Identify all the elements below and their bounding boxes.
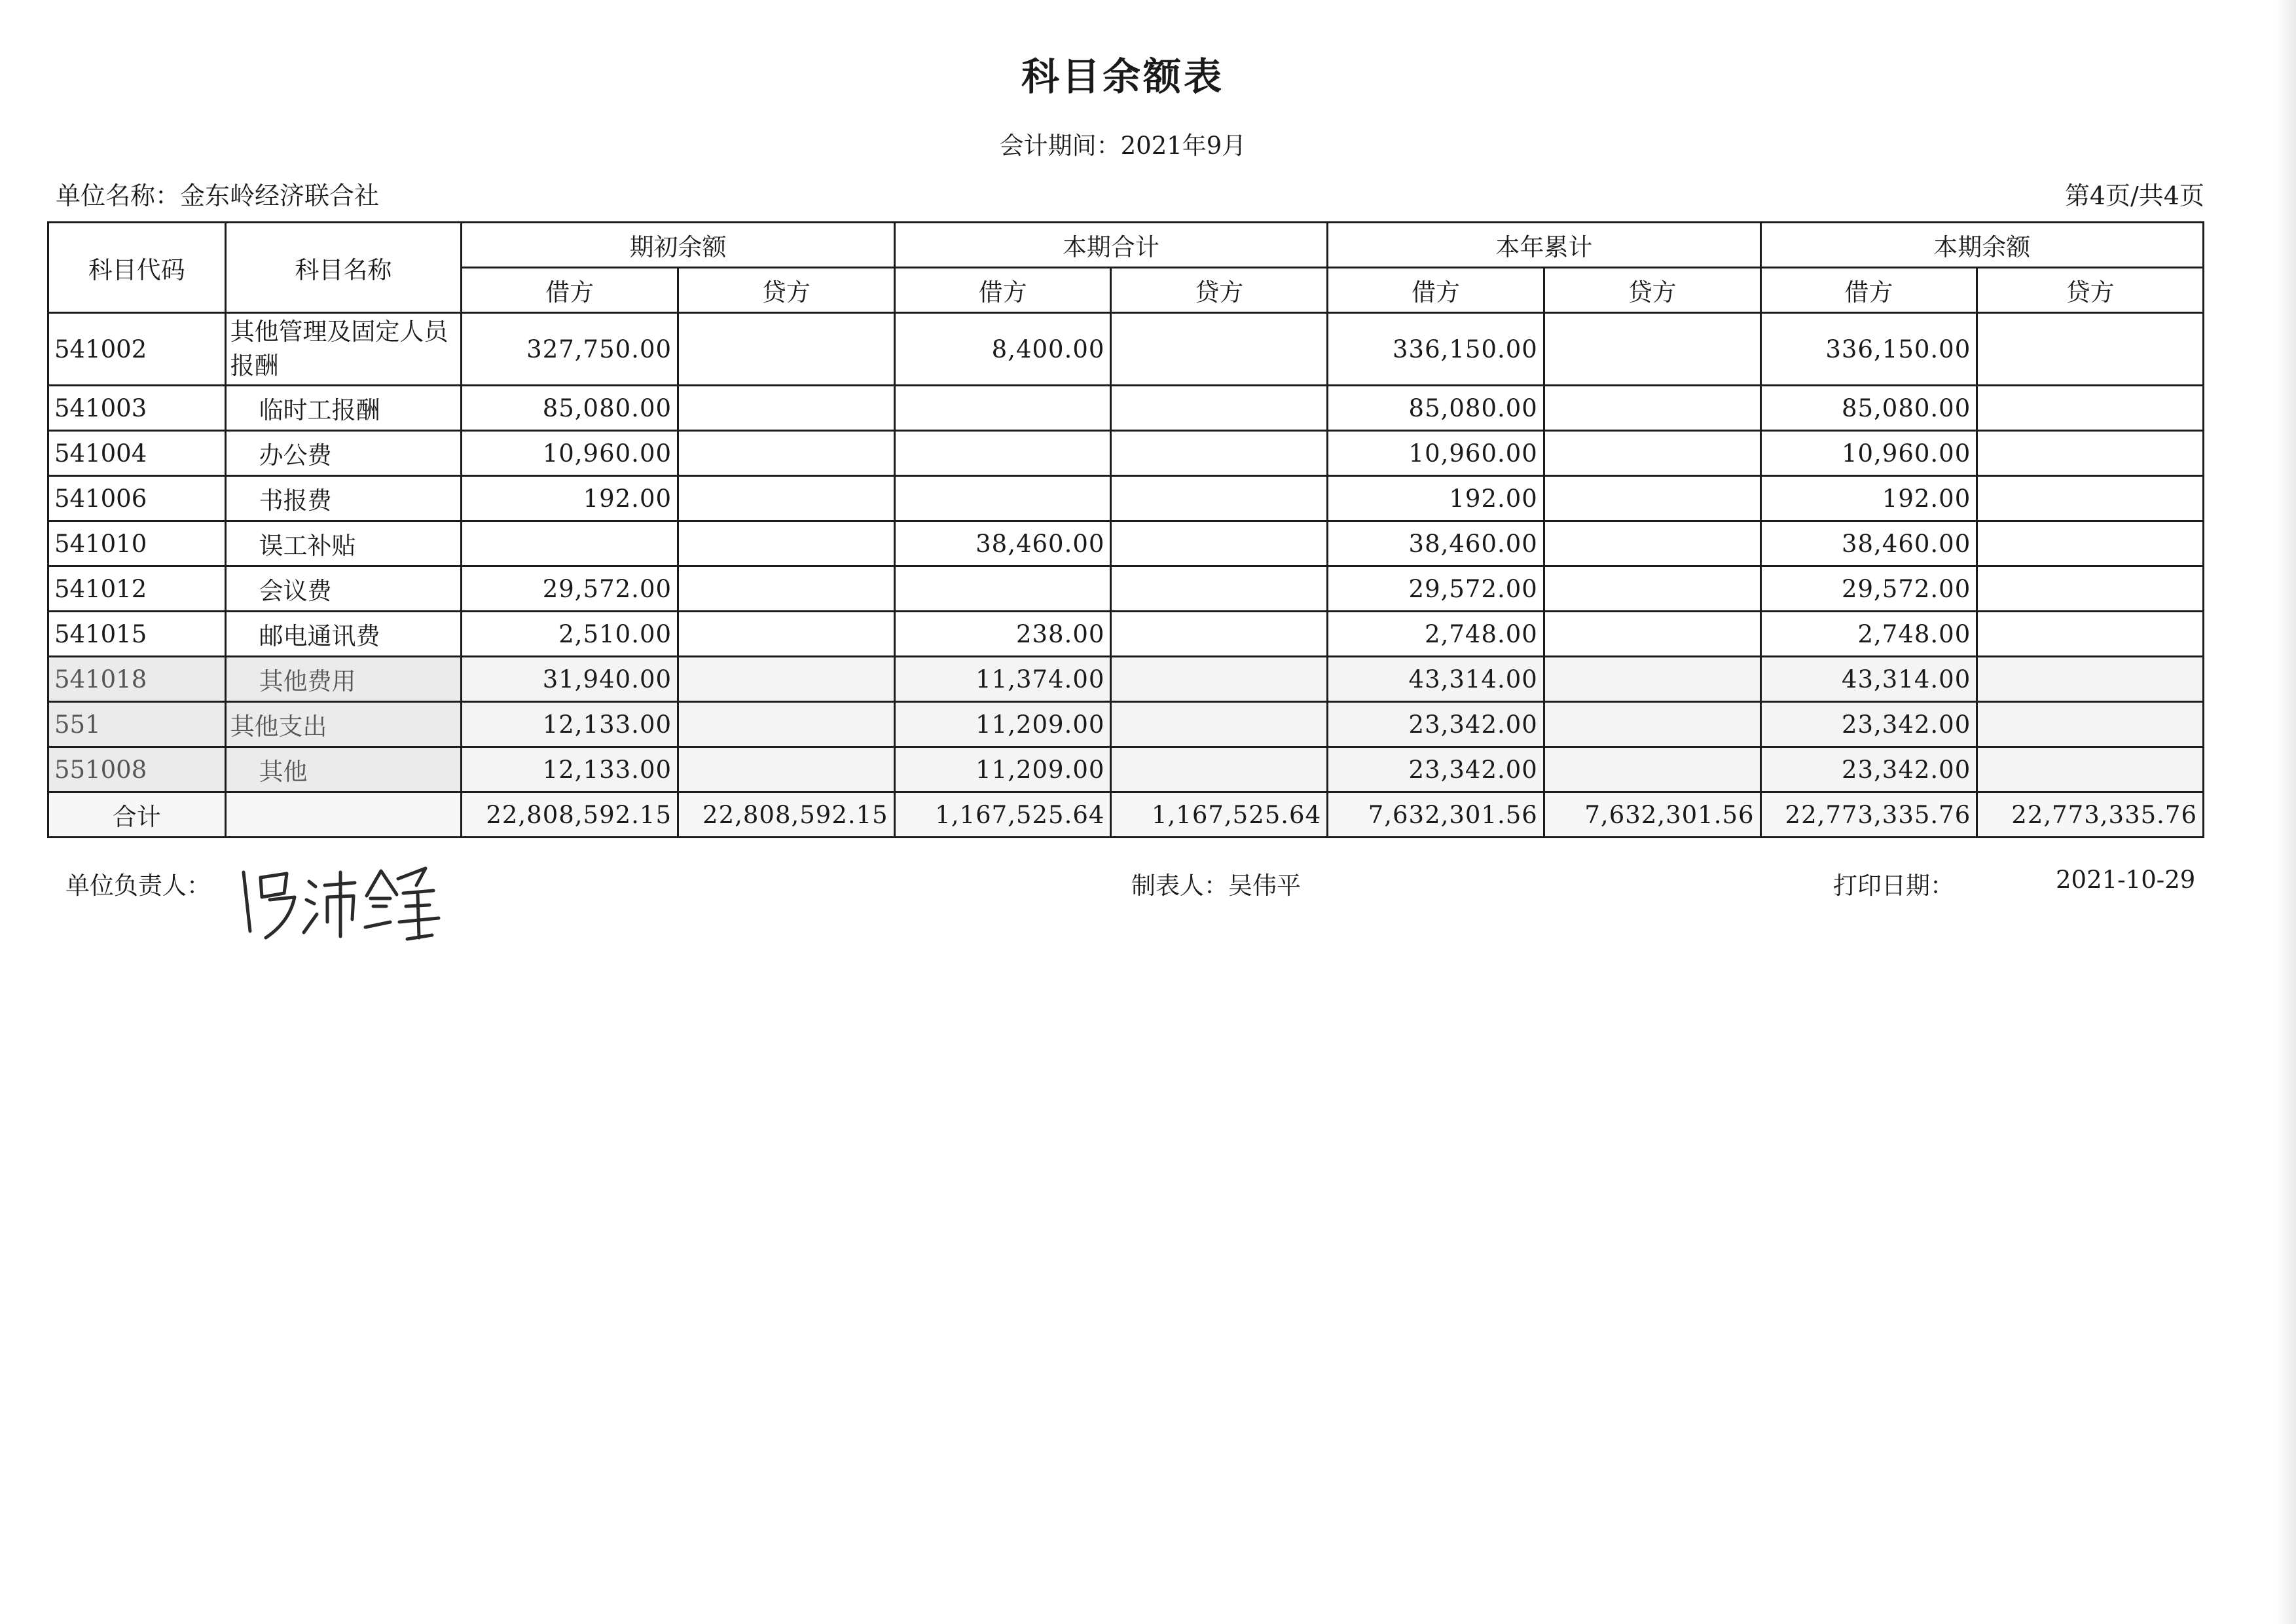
total-year-debit: 7,632,301.56	[1328, 792, 1544, 838]
period-credit	[1111, 313, 1328, 386]
year-credit	[1544, 431, 1760, 476]
year-credit	[1544, 521, 1760, 566]
year-debit: 85,080.00	[1328, 386, 1544, 431]
closing-credit	[1977, 657, 2204, 702]
total-row	[48, 792, 2204, 838]
table-row	[48, 657, 2204, 702]
opening-credit	[678, 747, 895, 792]
account-code: 541018	[48, 657, 226, 702]
account-code: 541012	[48, 566, 226, 612]
period-credit	[1111, 747, 1328, 792]
account-code: 541006	[48, 476, 226, 521]
year-debit: 336,150.00	[1328, 313, 1544, 386]
account-name: 书报费	[225, 476, 462, 521]
year-credit	[1544, 476, 1760, 521]
header-debit: 借方	[1328, 268, 1544, 313]
header-name: 科目名称	[225, 223, 462, 313]
account-name: 误工补贴	[225, 521, 462, 566]
opening-credit	[678, 657, 895, 702]
header-code: 科目代码	[48, 223, 226, 313]
opening-credit	[678, 612, 895, 657]
closing-debit: 38,460.00	[1760, 521, 1977, 566]
page-indicator: 第4页/共4页	[2064, 181, 2204, 210]
account-name: 会议费	[225, 566, 462, 612]
account-name: 邮电通讯费	[225, 612, 462, 657]
opening-credit	[678, 386, 895, 431]
total-opening-debit: 22,808,592.15	[462, 792, 678, 838]
total-opening-credit: 22,808,592.15	[678, 792, 895, 838]
opening-debit: 2,510.00	[462, 612, 678, 657]
period-debit	[894, 566, 1111, 612]
opening-debit: 10,960.00	[462, 431, 678, 476]
table-row	[48, 476, 2204, 521]
opening-debit	[462, 521, 678, 566]
account-code: 541004	[48, 431, 226, 476]
header-year-cumulative: 本年累计	[1328, 223, 1760, 268]
period-debit: 8,400.00	[894, 313, 1111, 386]
year-debit: 29,572.00	[1328, 566, 1544, 612]
closing-credit	[1977, 431, 2204, 476]
opening-debit: 327,750.00	[462, 313, 678, 386]
account-name: 其他	[225, 747, 462, 792]
closing-credit	[1977, 747, 2204, 792]
period-credit	[1111, 612, 1328, 657]
period-debit: 11,209.00	[894, 702, 1111, 747]
period-debit: 11,374.00	[894, 657, 1111, 702]
year-credit	[1544, 747, 1760, 792]
closing-debit: 23,342.00	[1760, 702, 1977, 747]
closing-debit: 23,342.00	[1760, 747, 1977, 792]
opening-debit: 12,133.00	[462, 747, 678, 792]
opening-debit: 192.00	[462, 476, 678, 521]
account-name: 其他支出	[225, 702, 462, 747]
header-row-groups	[48, 223, 2204, 268]
account-code: 541002	[48, 313, 226, 386]
header-period-total: 本期合计	[894, 223, 1327, 268]
account-name: 其他费用	[225, 657, 462, 702]
closing-debit: 85,080.00	[1760, 386, 1977, 431]
period-credit	[1111, 386, 1328, 431]
period-debit	[894, 386, 1111, 431]
year-credit	[1544, 612, 1760, 657]
total-period-debit: 1,167,525.64	[894, 792, 1111, 838]
closing-credit	[1977, 313, 2204, 386]
unit-name: 单位名称：金东岭经济联合社	[56, 181, 380, 210]
year-credit	[1544, 386, 1760, 431]
table-row	[48, 313, 2204, 386]
period-debit: 238.00	[894, 612, 1111, 657]
period-credit	[1111, 566, 1328, 612]
period-credit	[1111, 431, 1328, 476]
header-debit: 借方	[894, 268, 1111, 313]
header-debit: 借方	[1760, 268, 1977, 313]
account-code: 551	[48, 702, 226, 747]
opening-credit	[678, 476, 895, 521]
closing-debit: 192.00	[1760, 476, 1977, 521]
account-code: 541010	[48, 521, 226, 566]
period-debit: 38,460.00	[894, 521, 1111, 566]
closing-credit	[1977, 521, 2204, 566]
year-credit	[1544, 313, 1760, 386]
year-debit: 23,342.00	[1328, 702, 1544, 747]
closing-credit	[1977, 612, 2204, 657]
total-closing-credit: 22,773,335.76	[1977, 792, 2204, 838]
header-opening-balance: 期初余额	[462, 223, 894, 268]
preparer: 制表人：吴伟平	[1131, 872, 1301, 900]
table-row	[48, 747, 2204, 792]
closing-debit: 2,748.00	[1760, 612, 1977, 657]
total-closing-debit: 22,773,335.76	[1760, 792, 1977, 838]
leader-signature	[236, 859, 445, 951]
year-debit: 192.00	[1328, 476, 1544, 521]
table-row	[48, 702, 2204, 747]
opening-credit	[678, 313, 895, 386]
total-year-credit: 7,632,301.56	[1544, 792, 1760, 838]
table-row	[48, 386, 2204, 431]
period-credit	[1111, 476, 1328, 521]
print-date-label: 打印日期：	[1833, 872, 1954, 900]
period-debit	[894, 431, 1111, 476]
total-name-cell	[225, 792, 462, 838]
header-debit: 借方	[462, 268, 678, 313]
closing-debit: 336,150.00	[1760, 313, 1977, 386]
accounting-period: 会计期间：2021年9月	[999, 132, 1247, 160]
opening-debit: 12,133.00	[462, 702, 678, 747]
year-credit	[1544, 702, 1760, 747]
account-code: 541003	[48, 386, 226, 431]
account-code: 541015	[48, 612, 226, 657]
leader-label: 单位负责人：	[65, 872, 211, 900]
opening-debit: 85,080.00	[462, 386, 678, 431]
header-credit: 贷方	[678, 268, 895, 313]
account-name: 临时工报酬	[225, 386, 462, 431]
year-credit	[1544, 657, 1760, 702]
header-credit: 贷方	[1977, 268, 2204, 313]
period-debit: 11,209.00	[894, 747, 1111, 792]
opening-debit: 29,572.00	[462, 566, 678, 612]
year-credit	[1544, 566, 1760, 612]
opening-credit	[678, 702, 895, 747]
period-credit	[1111, 657, 1328, 702]
total-period-credit: 1,167,525.64	[1111, 792, 1328, 838]
year-debit: 23,342.00	[1328, 747, 1544, 792]
account-code: 551008	[48, 747, 226, 792]
period-credit	[1111, 702, 1328, 747]
closing-debit: 10,960.00	[1760, 431, 1977, 476]
table-row	[48, 612, 2204, 657]
table-row	[48, 431, 2204, 476]
table-row	[48, 521, 2204, 566]
year-debit: 2,748.00	[1328, 612, 1544, 657]
closing-credit	[1977, 476, 2204, 521]
table-row	[48, 566, 2204, 612]
closing-debit: 43,314.00	[1760, 657, 1977, 702]
closing-credit	[1977, 702, 2204, 747]
closing-credit	[1977, 386, 2204, 431]
balance-table	[47, 221, 2204, 838]
total-label: 合计	[48, 792, 226, 838]
scan-edge	[2276, 0, 2296, 1624]
opening-credit	[678, 566, 895, 612]
header-closing-balance: 本期余额	[1760, 223, 2203, 268]
opening-debit: 31,940.00	[462, 657, 678, 702]
year-debit: 38,460.00	[1328, 521, 1544, 566]
year-debit: 43,314.00	[1328, 657, 1544, 702]
opening-credit	[678, 521, 895, 566]
closing-credit	[1977, 566, 2204, 612]
report-title: 科目余额表	[1021, 54, 1224, 99]
period-debit	[894, 476, 1111, 521]
header-credit: 贷方	[1544, 268, 1760, 313]
header-credit: 贷方	[1111, 268, 1328, 313]
account-name: 办公费	[225, 431, 462, 476]
opening-credit	[678, 431, 895, 476]
year-debit: 10,960.00	[1328, 431, 1544, 476]
closing-debit: 29,572.00	[1760, 566, 1977, 612]
period-credit	[1111, 521, 1328, 566]
account-name: 其他管理及固定人员报酬	[225, 313, 462, 386]
print-date: 2021-10-29	[2056, 866, 2196, 894]
